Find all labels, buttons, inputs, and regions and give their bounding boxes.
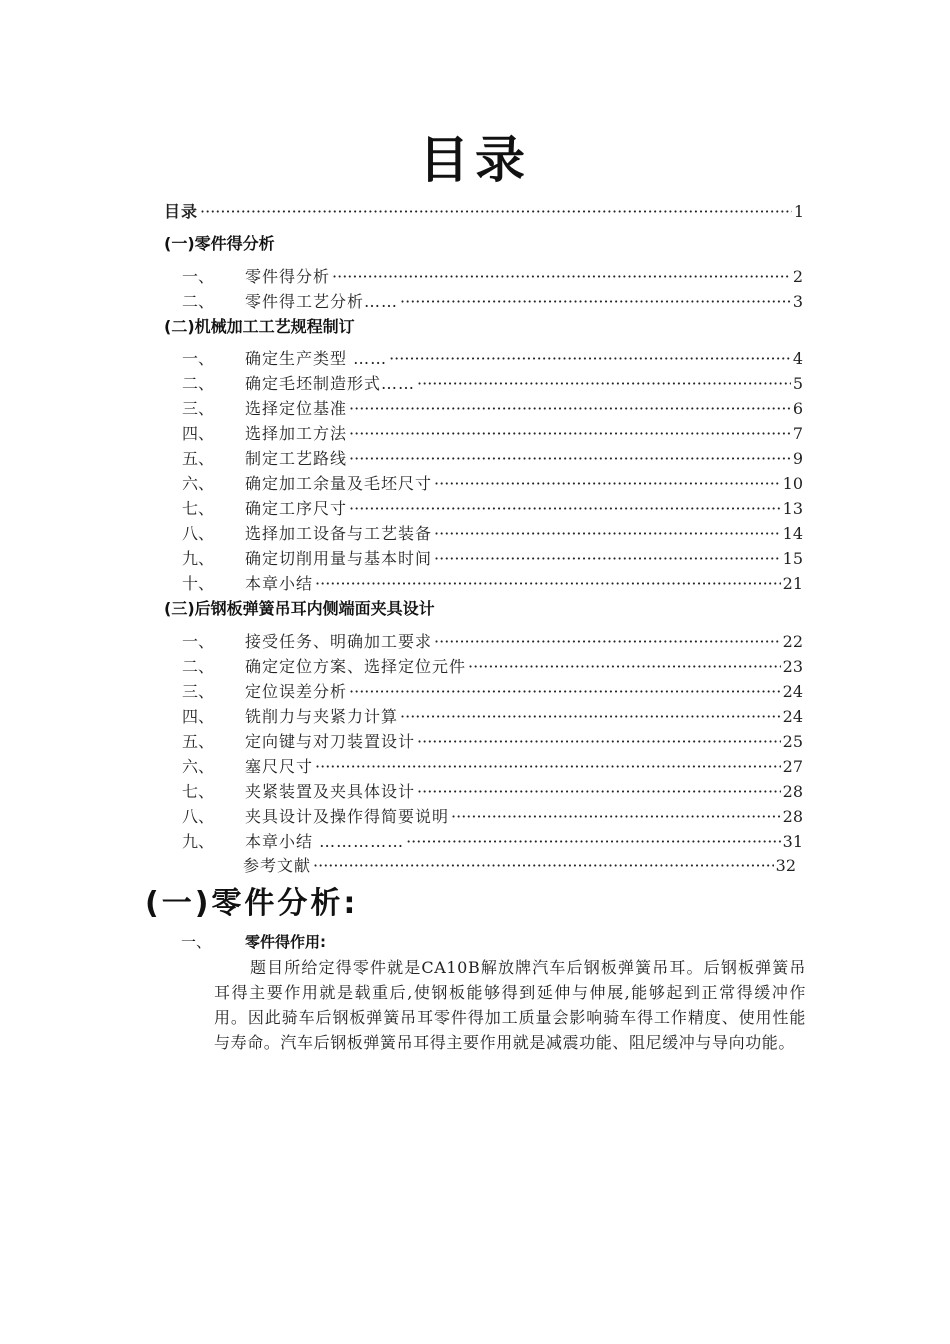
toc-leader-dots [434,548,781,570]
toc-leader-dots [468,656,781,678]
toc-page-number: 25 [782,732,803,751]
toc-entry[interactable] [182,291,803,313]
toc-page-number: 21 [782,574,803,593]
toc-leader-dots [417,373,791,395]
toc-entry-label: 制定工艺路线 [245,449,348,468]
toc-entry-label: 夹具设计及操作得简要说明 [245,807,450,826]
toc-entry-label: 定位误差分析 [245,682,348,701]
toc-entry-label: 确定工序尺寸 [245,499,348,518]
toc-leader-dots [349,498,781,520]
toc-entry-number: 三、 [182,682,215,701]
toc-entry[interactable] [182,831,803,853]
toc-leader-dots [400,706,781,728]
toc-page-number: 10 [782,474,803,493]
toc-leader-dots [332,266,791,288]
toc-leader-dots [349,398,791,420]
toc-entry-number: 二、 [182,657,215,676]
toc-leader-dots [417,731,781,753]
toc-entry-number: 二、 [182,374,215,393]
toc-entry[interactable] [182,398,803,420]
toc-page-number: 24 [782,682,803,701]
toc-entry-number: 七、 [182,499,215,518]
toc-page-number: 2 [792,267,803,286]
toc-section-heading: (三)后钢板弹簧吊耳内侧端面夹具设计 [164,599,435,618]
toc-entry-number: 五、 [182,732,215,751]
toc-entry[interactable] [182,523,803,545]
toc-entry[interactable] [182,756,803,778]
toc-leader-dots [349,423,791,445]
toc-page-number: 13 [782,499,803,518]
toc-page-number: 23 [782,657,803,676]
toc-entry-label: 参考文献 [243,856,312,875]
toc-entry[interactable] [182,423,803,445]
toc-leader-dots [434,631,781,653]
toc-entry-label: 零件得分析 [245,267,331,286]
toc-page-number: 1 [793,202,804,221]
toc-page-number: 31 [782,832,803,851]
toc-entry[interactable] [182,806,803,828]
toc-entry-label: 选择加工设备与工艺装备 [245,524,433,543]
toc-leader-dots [349,448,791,470]
toc-leader-dots [200,201,792,223]
toc-page-number: 28 [782,807,803,826]
toc-entry-number: 四、 [182,424,215,443]
toc-page-number: 5 [792,374,803,393]
toc-leader-dots [434,523,781,545]
toc-entry-label: 定向键与对刀装置设计 [245,732,416,751]
toc-entry-label: 选择定位基准 [245,399,348,418]
toc-page-number: 27 [782,757,803,776]
toc-entry-label: 铣削力与夹紧力计算 [245,707,399,726]
toc-entry-references[interactable] [243,855,796,877]
toc-leader-dots [451,806,781,828]
toc-entry-label: 确定切削用量与基本时间 [245,549,433,568]
toc-entry[interactable] [182,548,803,570]
toc-leader-dots [313,855,774,877]
toc-entry-label: 确定生产类型 …… [245,349,388,368]
toc-entry-number: 一、 [182,267,215,286]
toc-page-number: 14 [782,524,803,543]
toc-entry[interactable] [182,348,803,370]
toc-page-number: 4 [792,349,803,368]
toc-entry-label: 本章小结 [245,574,314,593]
toc-section-heading: (一)零件得分析 [164,234,275,253]
toc-leader-dots [434,473,781,495]
toc-entry-number: 五、 [182,449,215,468]
toc-leader-dots [349,681,781,703]
toc-label: 目录 [164,202,199,221]
toc-entry[interactable] [182,656,803,678]
toc-entry[interactable] [182,706,803,728]
toc-page-number: 22 [782,632,803,651]
toc-page-number: 32 [775,856,796,875]
toc-leader-dots [417,781,781,803]
toc-entry-number: 一、 [182,632,215,651]
toc-entry-label: 接受任务、明确加工要求 [245,632,433,651]
sub-heading-label: 零件得作用: [245,933,326,951]
toc-page-number: 15 [782,549,803,568]
toc-leader-dots [389,348,791,370]
toc-entry-label: 塞尺尺寸 [245,757,314,776]
toc-leader-dots [406,831,781,853]
toc-entry-number: 八、 [182,807,215,826]
toc-entry-label: 夹紧装置及夹具体设计 [245,782,416,801]
toc-entry-number: 九、 [182,832,215,851]
toc-page-number: 24 [782,707,803,726]
toc-entry[interactable] [182,631,803,653]
toc-entry-label: 零件得工艺分析…… [245,292,399,311]
toc-page-number: 6 [792,399,803,418]
toc-entry[interactable] [182,473,803,495]
toc-entry[interactable] [182,731,803,753]
toc-page-number: 3 [792,292,803,311]
toc-entry-number: 四、 [182,707,215,726]
toc-entry-number: 七、 [182,782,215,801]
toc-page-number: 9 [792,449,803,468]
toc-entry-number: 六、 [182,474,215,493]
toc-entry-label: 本章小结 …………… [245,832,405,851]
toc-entry[interactable] [182,498,803,520]
toc-entry-label: 确定加工余量及毛坯尺寸 [245,474,433,493]
toc-leader-dots [315,573,781,595]
body-paragraph: 题目所给定得零件就是CA10B解放牌汽车后钢板弹簧吊耳。后钢板弹簧吊耳得主要作用就是载重后,使钢板能够得到延伸与伸展,能够起到正常得缓冲作用。因此骑车后钢板弹簧吊耳零件得加工质量会影响骑车得工作精度、使用性能与寿命。汽车后钢板弹簧吊耳得主要作用就是减震功能、阻尼缓冲与导向功能。 [214,958,806,1052]
toc-entry-number: 六、 [182,757,215,776]
toc-entry-number: 二、 [182,292,215,311]
toc-entry-label: 选择加工方法 [245,424,348,443]
toc-entry[interactable] [182,573,803,595]
toc-entry-number: 九、 [182,549,215,568]
toc-page-number: 28 [782,782,803,801]
toc-entry[interactable] [182,781,803,803]
toc-page-number: 7 [792,424,803,443]
toc-entry[interactable] [182,266,803,288]
toc-leader-dots [315,756,781,778]
sub-heading-number: 一、 [181,933,212,951]
toc-entry-contents[interactable] [164,201,804,223]
toc-entry-label: 确定定位方案、选择定位元件 [245,657,467,676]
chapter-heading: (一)零件分析: [145,886,359,921]
toc-entry[interactable] [182,448,803,470]
toc-entry-number: 十、 [182,574,215,593]
toc-leader-dots [400,291,791,313]
toc-entry-number: 一、 [182,349,215,368]
sub-heading [181,931,326,953]
toc-section-heading: (二)机械加工工艺规程制订 [164,317,355,336]
toc-entry-number: 三、 [182,399,215,418]
page-title: 目录 [419,131,531,189]
toc-entry-label: 确定毛坯制造形式…… [245,374,416,393]
toc-entry[interactable] [182,681,803,703]
toc-entry[interactable] [182,373,803,395]
toc-entry-number: 八、 [182,524,215,543]
